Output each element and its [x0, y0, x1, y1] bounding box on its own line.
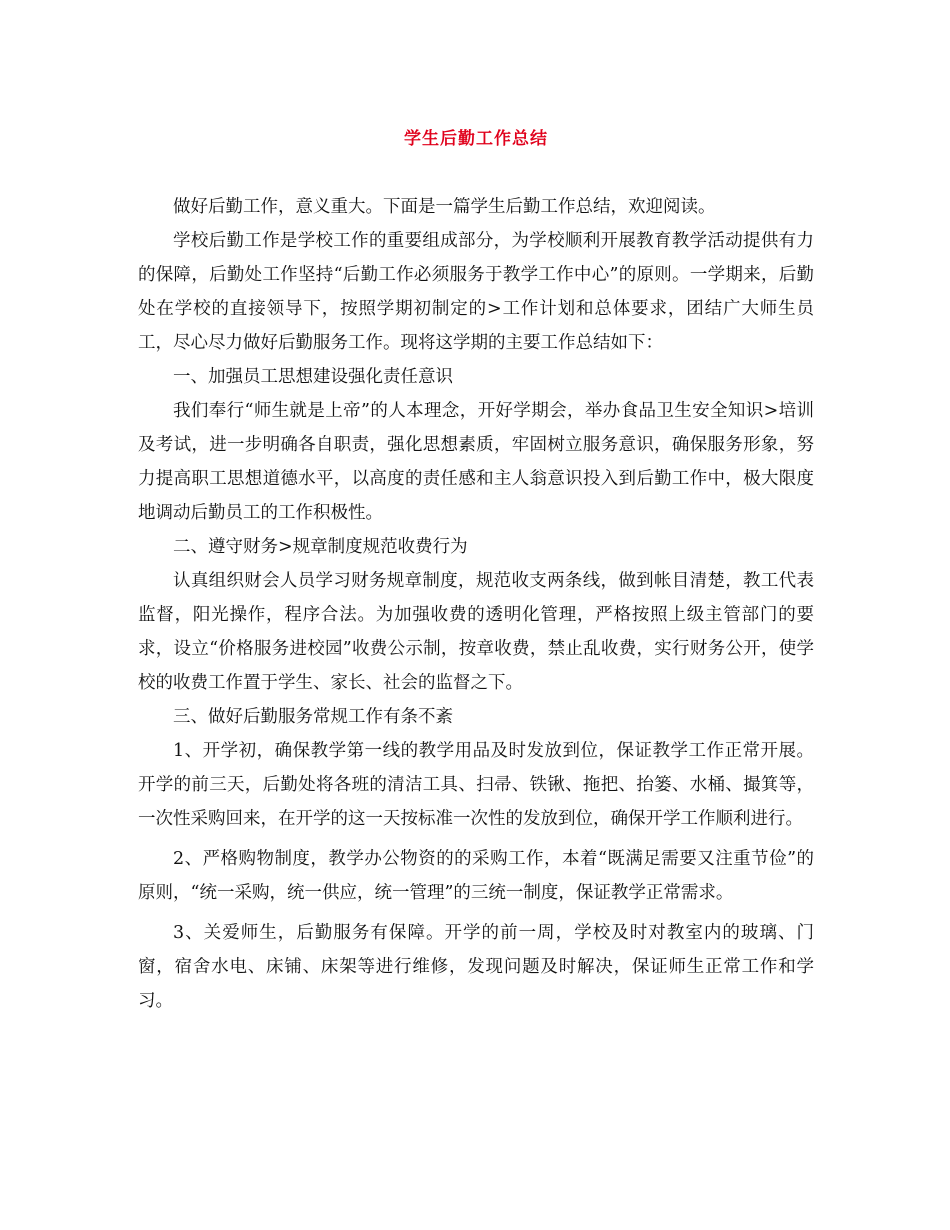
section-heading-2: 二、遵守财务>规章制度规范收费行为 — [173, 537, 468, 557]
section-heading-1: 一、加强员工思想建设强化责任意识 — [173, 367, 453, 387]
paragraph-item-1: 1、开学初，确保教学第一线的教学用品及时发放到位，保证教学工作正常开展。开学的前三天，后勤处将各班的清洁工具、扫帚、铁锹、拖把、抬篓、水桶、撮箕等，一次性采购回来，在开学的这一天按标准一次性的发放到位，确保开学工作顺利进行。 — [138, 741, 814, 829]
paragraph-intro: 做好后勤工作，意义重大。下面是一篇学生后勤工作总结，欢迎阅读。 — [173, 197, 716, 217]
paragraph-item-3: 3、关爱师生，后勤服务有保障。开学的前一周，学校及时对教室内的玻璃、门窗，宿舍水电、床铺、床架等进行维修，发现问题及时解决，保证师生正常工作和学习。 — [138, 923, 814, 1011]
paragraph-overview: 学校后勤工作是学校工作的重要组成部分，为学校顺利开展教育教学活动提供有力的保障，后勤处工作坚持“后勤工作必须服务于教学工作中心”的原则。一学期来，后勤处在学校的直接领导下，按照学期初制定的>工作计划和总体要求，团结广大师生员工，尽心尽力做好后勤服务工作。现将这学期的主要工作总结如下： — [138, 231, 814, 353]
paragraph-item-2: 2、严格购物制度，教学办公物资的的采购工作，本着“既满足需要又注重节俭”的原则，“统一采购，统一供应，统一管理”的三统一制度，保证教学正常需求。 — [138, 849, 814, 903]
document-title: 学生后勤工作总结 — [404, 129, 548, 149]
paragraph-section-2: 认真组织财会人员学习财务规章制度，规范收支两条线，做到帐目清楚，教工代表监督，阳光操作，程序合法。为加强收费的透明化管理，严格按照上级主管部门的要求，设立“价格服务进校园”收费公示制，按章收费，禁止乱收费，实行财务公开，使学校的收费工作置于学生、家长、社会的监督之下。 — [138, 571, 814, 693]
document-body — [138, 190, 814, 1018]
paragraph-section-1: 我们奉行“师生就是上帝”的人本理念，开好学期会，举办食品卫生安全知识>培训及考试，进一步明确各自职责，强化思想素质，牢固树立服务意识，确保服务形象，努力提高职工思想道德水平，以高度的责任感和主人翁意识投入到后勤工作中，极大限度地调动后勤员工的工作积极性。 — [138, 401, 814, 523]
section-heading-3: 三、做好后勤服务常规工作有条不紊 — [173, 707, 453, 727]
